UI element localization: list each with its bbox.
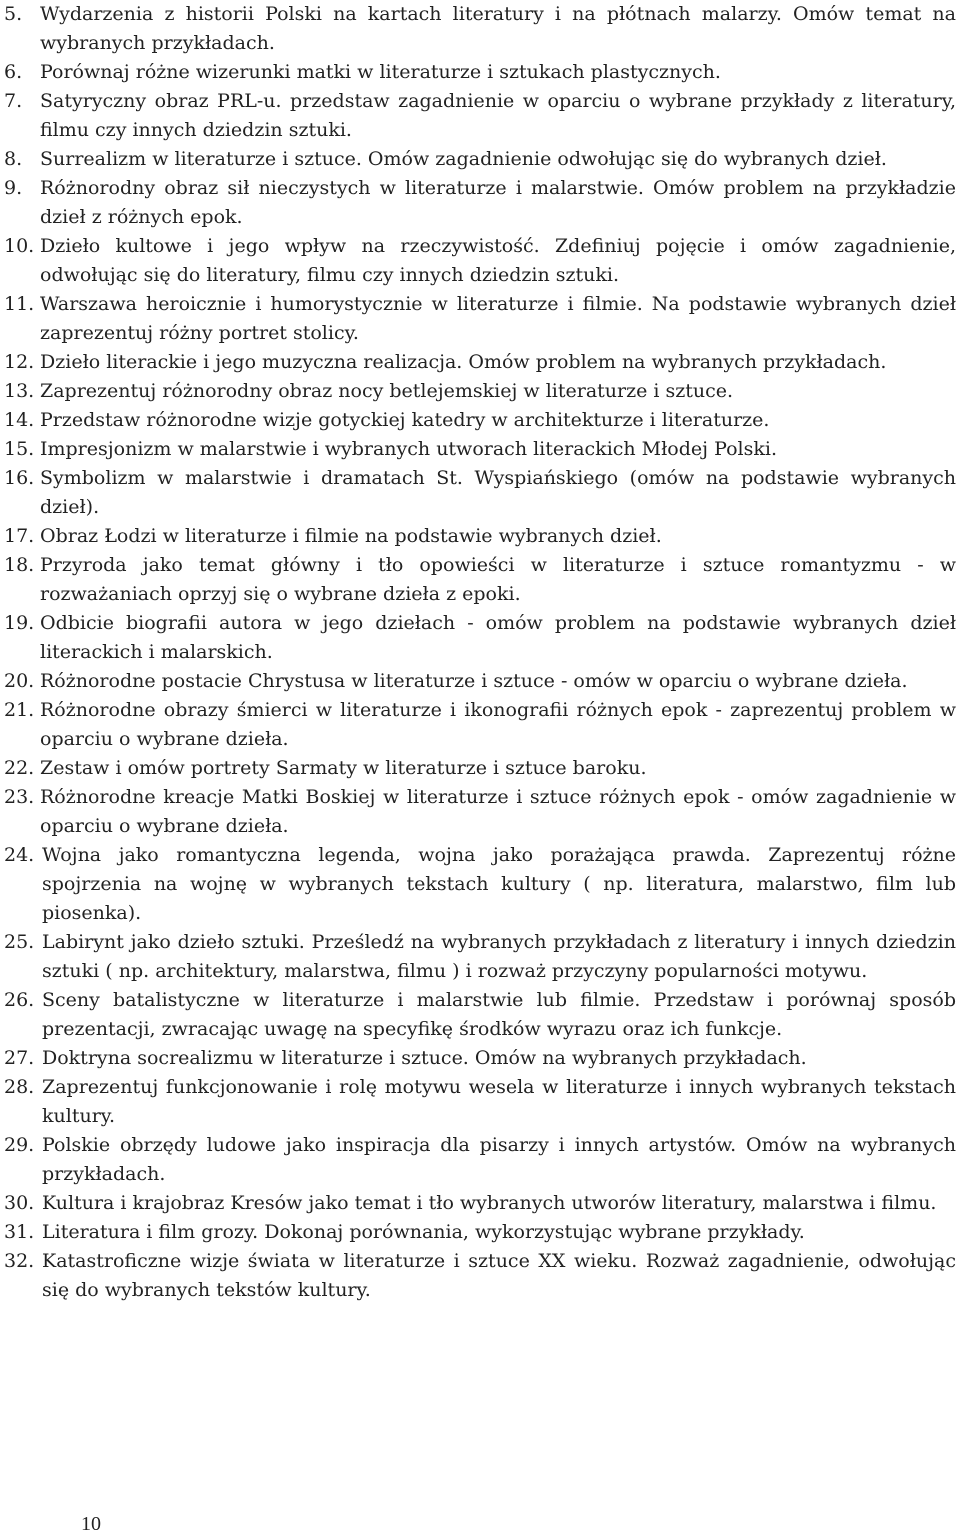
topic-text: Katastroficzne wizje świata w literaturze i sztuce XX wieku. Rozważ zagadnienie, odwołując się do wybranych tekstów kultury.: [42, 1250, 956, 1301]
topic-number: 32.: [4, 1250, 35, 1272]
topic-item: [0, 1073, 960, 1131]
topic-number: 23.: [4, 786, 35, 808]
topic-item: [0, 609, 960, 667]
topic-item: [0, 145, 960, 174]
topic-number: 26.: [4, 989, 35, 1011]
topic-item: [0, 667, 960, 696]
topic-number: 25.: [4, 931, 35, 953]
topic-number: 30.: [4, 1192, 35, 1214]
topic-text: Impresjonizm w malarstwie i wybranych utworach literackich Młodej Polski.: [40, 438, 777, 460]
topic-item: [0, 174, 960, 232]
topic-number: 31.: [4, 1221, 35, 1243]
topic-text: Przedstaw różnorodne wizje gotyckiej katedry w architekturze i literaturze.: [40, 409, 770, 431]
topic-item: [0, 1044, 960, 1073]
topic-text: Różnorodne postacie Chrystusa w literaturze i sztuce - omów w oparciu o wybrane dzieła.: [40, 670, 908, 692]
topic-item: [0, 522, 960, 551]
topic-text: Dzieło literackie i jego muzyczna realizacja. Omów problem na wybranych przykładach.: [40, 351, 887, 373]
topic-item: [0, 435, 960, 464]
topic-number: 19.: [4, 612, 35, 634]
topic-item: [0, 841, 960, 928]
topic-text: Polskie obrzędy ludowe jako inspiracja dla pisarzy i innych artystów. Omów na wybranych przykładach.: [42, 1134, 956, 1185]
topic-number: 6.: [4, 61, 23, 83]
topic-item: [0, 348, 960, 377]
topic-item: [0, 1247, 960, 1305]
topic-number: 7.: [4, 90, 23, 112]
page-number: 10: [81, 1513, 101, 1535]
topic-number: 15.: [4, 438, 35, 460]
topic-item: [0, 1131, 960, 1189]
topic-text: Różnorodne obrazy śmierci w literaturze i ikonografii różnych epok - zaprezentuj problem w oparciu o wybrane dzieła.: [40, 699, 956, 750]
topic-item: [0, 1189, 960, 1218]
topic-item: [0, 0, 960, 58]
topic-item: [0, 406, 960, 435]
topic-text: Wojna jako romantyczna legenda, wojna jako porażająca prawda. Zaprezentuj różne spojrzenia na wojnę w wybranych tekstach kultury ( np. literatura, malarstwo, film lub piosenka).: [42, 844, 956, 924]
topic-number: 29.: [4, 1134, 35, 1156]
topic-text: Zaprezentuj funkcjonowanie i rolę motywu wesela w literaturze i innych wybranych tekstach kultury.: [42, 1076, 956, 1127]
topic-number: 24.: [4, 844, 35, 866]
topic-text: Przyroda jako temat główny i tło opowieści w literaturze i sztuce romantyzmu - w rozważaniach oprzyj się o wybrane dzieła z epoki.: [40, 554, 956, 605]
topic-item: [0, 754, 960, 783]
topic-text: Wydarzenia z historii Polski na kartach literatury i na płótnach malarzy. Omów temat na wybranych przykładach.: [40, 3, 956, 54]
topic-text: Odbicie biografii autora w jego dziełach - omów problem na podstawie wybranych dzieł literackich i malarskich.: [40, 612, 956, 663]
topic-item: [0, 986, 960, 1044]
topic-item: [0, 58, 960, 87]
topic-text: Porównaj różne wizerunki matki w literaturze i sztukach plastycznych.: [40, 61, 721, 83]
topic-number: 20.: [4, 670, 35, 692]
topic-number: 14.: [4, 409, 35, 431]
topic-item: [0, 696, 960, 754]
topic-number: 8.: [4, 148, 23, 170]
topic-number: 11.: [4, 293, 35, 315]
topic-text: Sceny batalistyczne w literaturze i malarstwie lub filmie. Przedstaw i porównaj sposób prezentacji, zwracając uwagę na specyfikę środków wyrazu oraz ich funkcje.: [42, 989, 956, 1040]
topic-number: 16.: [4, 467, 35, 489]
topic-item: [0, 87, 960, 145]
topic-number: 5.: [4, 3, 23, 25]
topic-text: Różnorodny obraz sił nieczystych w literaturze i malarstwie. Omów problem na przykładzie dzieł z różnych epok.: [40, 177, 956, 228]
topic-text: Dzieło kultowe i jego wpływ na rzeczywistość. Zdefiniuj pojęcie i omów zagadnienie, odwołując się do literatury, filmu czy innych dziedzin sztuki.: [40, 235, 956, 286]
topic-text: Kultura i krajobraz Kresów jako temat i tło wybranych utworów literatury, malarstwa i filmu.: [42, 1192, 937, 1214]
topic-number: 22.: [4, 757, 35, 779]
topic-item: [0, 464, 960, 522]
topic-number: 28.: [4, 1076, 35, 1098]
topic-text: Labirynt jako dzieło sztuki. Prześledź na wybranych przykładach z literatury i innych dziedzin sztuki ( np. architektury, malarstwa, filmu ) i rozważ przyczyny popularności motywu.: [42, 931, 956, 982]
topic-text: Doktryna socrealizmu w literaturze i sztuce. Omów na wybranych przykładach.: [42, 1047, 807, 1069]
topic-number: 12.: [4, 351, 35, 373]
topic-number: 18.: [4, 554, 35, 576]
topic-text: Zestaw i omów portrety Sarmaty w literaturze i sztuce baroku.: [40, 757, 647, 779]
topic-item: [0, 551, 960, 609]
topic-text: Obraz Łodzi w literaturze i filmie na podstawie wybranych dzieł.: [40, 525, 662, 547]
topic-text: Surrealizm w literaturze i sztuce. Omów zagadnienie odwołując się do wybranych dzieł.: [40, 148, 887, 170]
topic-number: 21.: [4, 699, 35, 721]
topic-text: Zaprezentuj różnorodny obraz nocy betlejemskiej w literaturze i sztuce.: [40, 380, 734, 402]
topic-text: Symbolizm w malarstwie i dramatach St. Wyspiańskiego (omów na podstawie wybranych dzieł).: [40, 467, 956, 518]
topic-text: Literatura i film grozy. Dokonaj porównania, wykorzystując wybrane przykłady.: [42, 1221, 805, 1243]
topic-text: Różnorodne kreacje Matki Boskiej w literaturze i sztuce różnych epok - omów zagadnienie w oparciu o wybrane dzieła.: [40, 786, 956, 837]
topic-item: [0, 783, 960, 841]
topic-item: [0, 1218, 960, 1247]
topic-number: 13.: [4, 380, 35, 402]
topic-text: Warszawa heroicznie i humorystycznie w literaturze i filmie. Na podstawie wybranych dzieł zaprezentuj różny portret stolicy.: [40, 293, 956, 344]
topic-item: [0, 377, 960, 406]
topic-item: [0, 232, 960, 290]
topic-text: Satyryczny obraz PRL-u. przedstaw zagadnienie w oparciu o wybrane przykłady z literatury, filmu czy innych dziedzin sztuki.: [40, 90, 956, 141]
topic-number: 17.: [4, 525, 35, 547]
topic-number: 10.: [4, 235, 35, 257]
topic-item: [0, 928, 960, 986]
topic-number: 27.: [4, 1047, 35, 1069]
topic-number: 9.: [4, 177, 23, 199]
topic-item: [0, 290, 960, 348]
